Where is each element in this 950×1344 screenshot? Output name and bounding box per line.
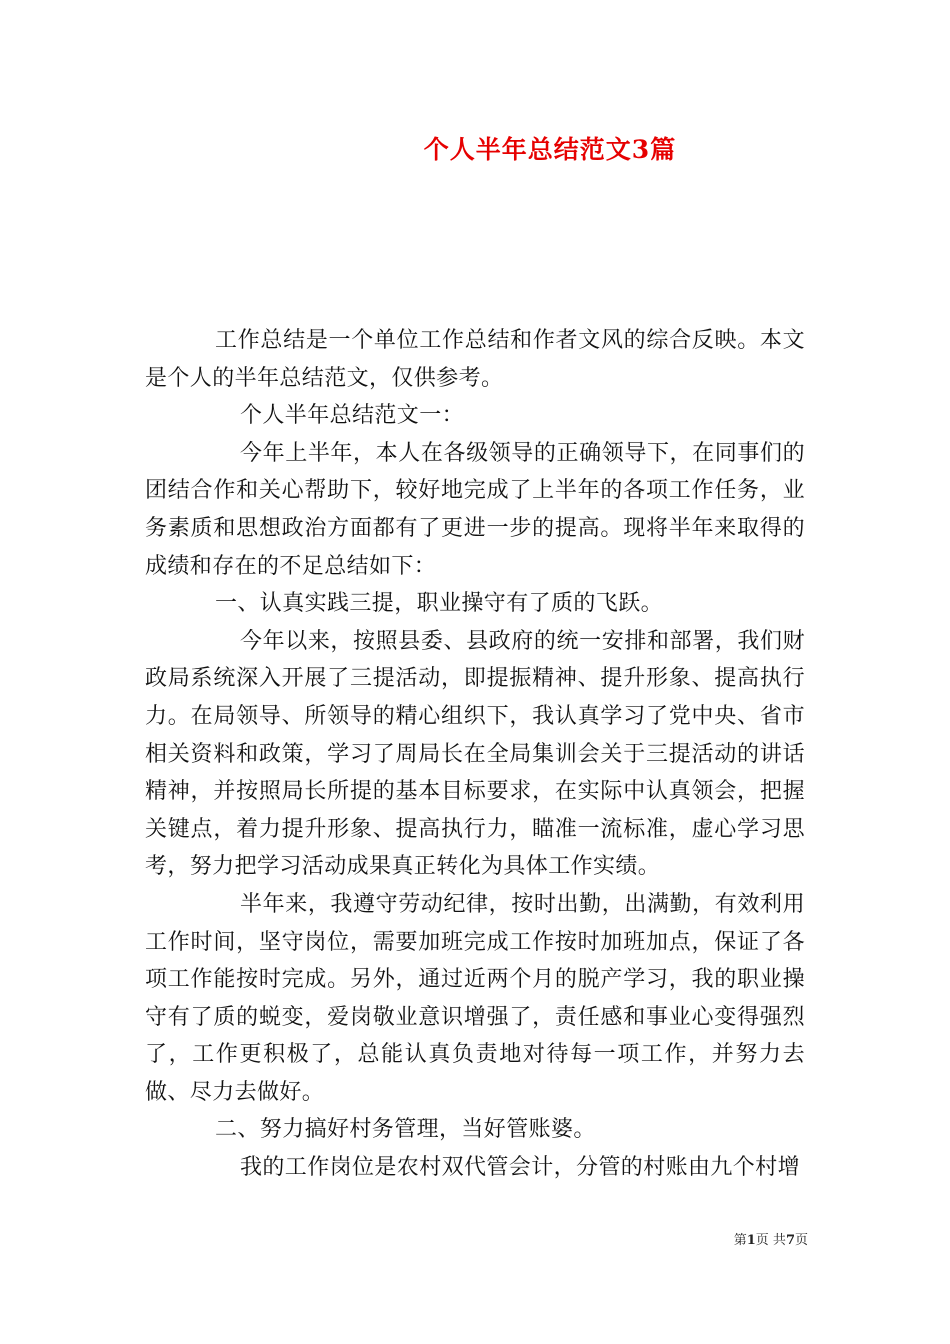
- document-body: [145, 322, 805, 1187]
- footer-prefix: 第: [733, 1233, 747, 1248]
- footer-suffix: 页: [794, 1233, 808, 1248]
- paragraph-section-one-a: 今年以来，按照县委、县政府的统一安排和部署，我们财政局系统深入开展了三提活动，即提振精神、提升形象、提高执行力。在局领导、所领导的精心组织下，我认真学习了党中央、省市相关资料和政策，学习了周局长在全局集训会关于三提活动的讲话精神，并按照局长所提的基本目标要求，在实际中认真领会，把握关键点，着力提升形象、提高执行力，瞄准一流标准，虚心学习思考，努力把学习活动成果真正转化为具体工作实绩。: [145, 628, 805, 880]
- footer-total-pages: 7: [785, 1233, 795, 1248]
- section-heading-one: 一、认真实践三提，职业操守有了质的飞跃。: [215, 591, 664, 617]
- paragraph-intro: 工作总结是一个单位工作总结和作者文风的综合反映。本文是个人的半年总结范文，仅供参考。: [145, 328, 805, 391]
- paragraph-section-two-a: 我的工作岗位是农村双代管会计，分管的村账由九个村增: [240, 1155, 801, 1181]
- footer-current-page: 1: [746, 1233, 756, 1248]
- page-footer: [734, 1232, 808, 1250]
- paragraph-sample-one-heading: 个人半年总结范文一：: [240, 403, 465, 429]
- paragraph-opening: 今年上半年，本人在各级领导的正确领导下，在同事们的团结合作和关心帮助下，较好地完成了上半年的各项工作任务，业务素质和思想政治方面都有了更进一步的提高。现将半年来取得的成绩和存在的不足总结如下：: [145, 440, 805, 579]
- footer-middle: 页 共: [755, 1233, 786, 1248]
- section-heading-two: 二、努力搞好村务管理，当好管账婆。: [215, 1117, 596, 1143]
- paragraph-section-one-b: 半年来，我遵守劳动纪律，按时出勤，出满勤，有效利用工作时间，坚守岗位，需要加班完成工作按时加班加点，保证了各项工作能按时完成。另外，通过近两个月的脱产学习，我的职业操守有了质的蜕变，爱岗敬业意识增强了，责任感和事业心变得强烈了，工作更积极了，总能认真负责地对待每一项工作，并努力去做、尽力去做好。: [145, 891, 805, 1105]
- document-title: 个人半年总结范文3篇: [423, 135, 677, 164]
